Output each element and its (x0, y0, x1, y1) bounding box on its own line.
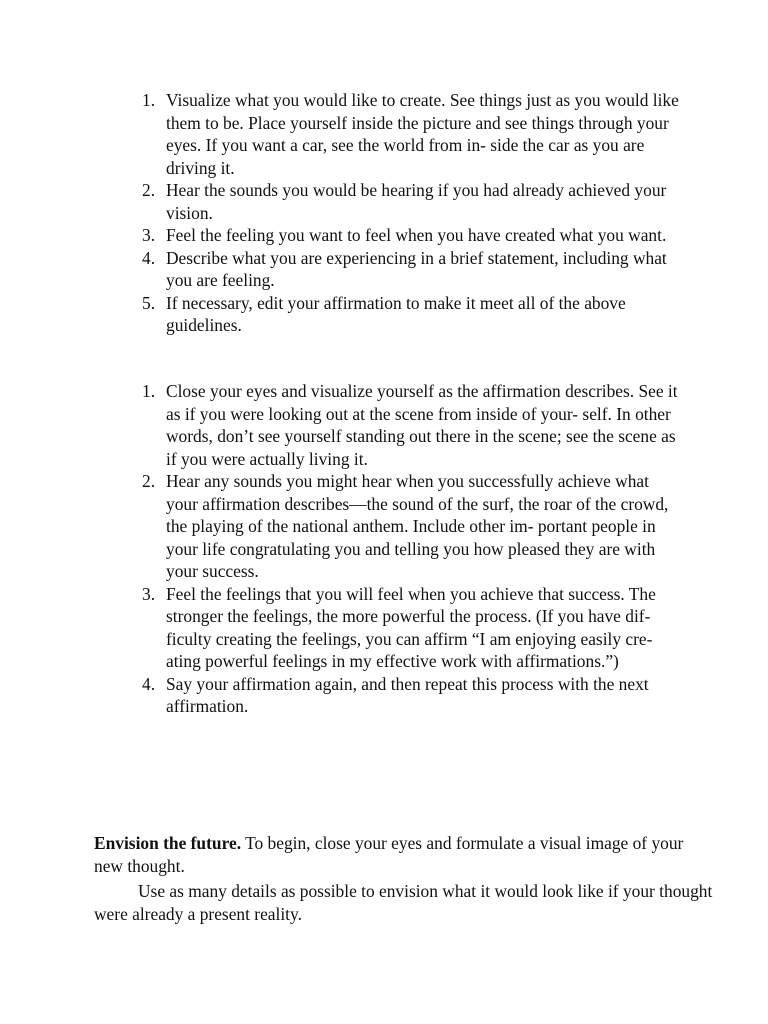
list-number: 1. (142, 381, 156, 401)
list-item (124, 224, 684, 247)
list-number: 3. (142, 583, 156, 604)
list-number: 4. (142, 673, 156, 694)
details-paragraph: Use as many details as possible to envision what it would look like if your thought were already a present reality. (94, 881, 713, 924)
list-item-text: Feel the feelings that you will feel when you achieve that success. The stronger the feelings, the more powerful the process. (If you have dif- ficulty creating the feelings, you can affirm “I am enjoying easily cre- ating powerful feelings in my effective work with affirmations.”) (166, 583, 656, 671)
list-number: 4. (142, 247, 156, 268)
list-item (124, 179, 684, 224)
envision-text: To begin, close your eyes and formulate a visual image of your new thought. (94, 833, 684, 876)
list-number: 1. (142, 90, 156, 110)
list-number: 3. (142, 225, 156, 245)
envision-heading: Envision the future. (94, 833, 242, 853)
list-number: 5. (142, 292, 156, 313)
visualization-steps-list (124, 89, 684, 337)
envision-paragraph (94, 832, 714, 877)
list-item (124, 292, 684, 337)
list-item-text: Visualize what you would like to create. See things just as you would like them to be. Place yourself inside the picture and see things through your eyes. If you want a car, see the world from in- side the car as you are driving it. (166, 90, 679, 178)
list-item (124, 470, 684, 583)
list-item-text: Hear any sounds you might hear when you successfully achieve what your affirmation describes—the sound of the surf, the roar of the crowd, the playing of the national anthem. Include other im- portant people in your life congratulating you and telling you how pleased they are with your success. (166, 471, 669, 581)
list-item-text: If necessary, edit your affirmation to make it meet all of the above guidelines. (166, 292, 626, 335)
list-item-text: Say your affirmation again, and then repeat this process with the next affirmation. (166, 673, 649, 716)
list-item-text: Close your eyes and visualize yourself as the affirmation describes. See it as if you were looking out at the scene from inside of your- self. In other words, don’t see yourself standing out there in the scene; see the scene as if you were actually living it. (166, 381, 678, 469)
affirmation-process-list (124, 380, 684, 718)
list-item-text: Hear the sounds you would be hearing if you had already achieved your vision. (166, 180, 667, 223)
list-number: 2. (142, 471, 156, 491)
list-item (124, 583, 684, 673)
list-item (124, 89, 684, 179)
list-item-text: Feel the feeling you want to feel when you have created what you want. (166, 225, 667, 245)
list-item (124, 673, 684, 718)
list-item (124, 380, 684, 470)
list-number: 2. (142, 180, 156, 200)
list-item (124, 247, 684, 292)
list-item-text: Describe what you are experiencing in a brief statement, including what you are feeling. (166, 247, 667, 290)
